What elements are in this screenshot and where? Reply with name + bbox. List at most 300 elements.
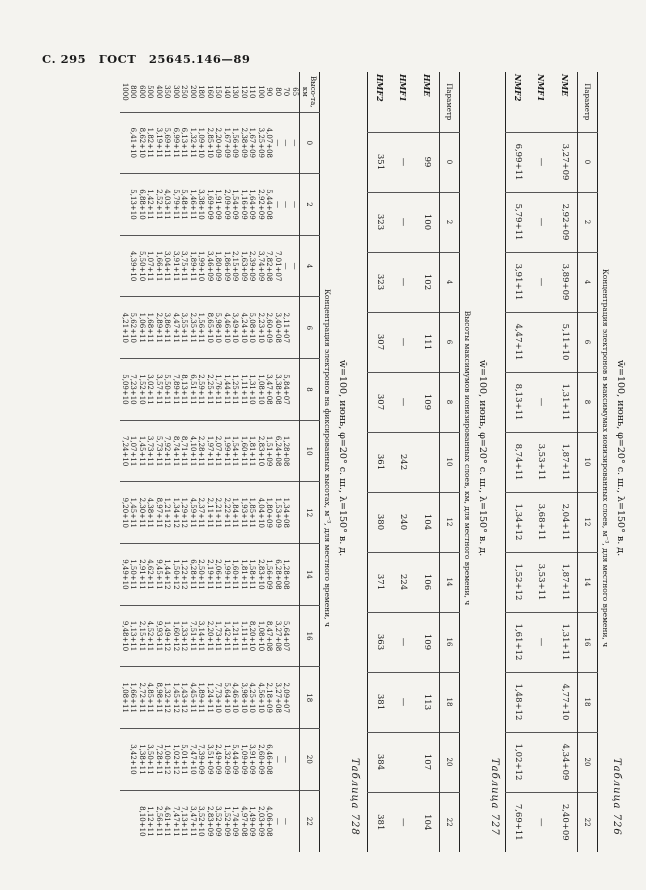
- value-cell: 5,50+10: [138, 235, 147, 297]
- value-cell: —: [274, 174, 283, 236]
- height-cell: 300: [172, 85, 180, 99]
- value-cell: 5,44+08: [265, 174, 274, 236]
- value-cell: 1,31+10: [248, 359, 257, 421]
- value-cell: 4,38+11: [146, 482, 155, 544]
- value-cell: 3,25+09: [257, 112, 266, 174]
- value-cell: 2,49+09: [214, 729, 223, 791]
- value-cell: 351: [368, 132, 392, 192]
- table-row: [146, 72, 155, 852]
- value-cell: 3,02+11: [146, 359, 155, 421]
- height-cell: 800: [129, 85, 138, 99]
- hour-header: 20: [300, 729, 320, 791]
- table-row: [282, 72, 291, 852]
- value-cell: 1,06+11: [138, 297, 147, 359]
- value-cell: 4,46+10: [223, 297, 232, 359]
- value-cell: 1,42+11: [223, 605, 232, 667]
- table-726-label: Таблица 726: [611, 758, 622, 836]
- value-cell: 1,73+11: [214, 605, 223, 667]
- value-cell: 8,10+10: [138, 790, 147, 852]
- value-cell: 380: [368, 492, 392, 552]
- value-cell: 1,34+12: [506, 492, 530, 552]
- value-cell: 1,44+12: [163, 544, 172, 606]
- value-cell: 1,64+09: [248, 174, 257, 236]
- value-cell: 1,52+12: [506, 552, 530, 612]
- value-cell: 4,24+10: [240, 297, 249, 359]
- value-cell: —: [291, 235, 300, 297]
- hour-header: 0: [300, 112, 320, 174]
- table-728-subtitle: Концентрация электронов на фиксированных высотах, м⁻³, для местного времени, ч: [323, 289, 332, 627]
- value-cell: 363: [368, 612, 392, 672]
- value-cell: 1,00+12: [163, 729, 172, 791]
- standard-label: ГОСТ: [98, 52, 137, 66]
- value-cell: 1,91+09: [214, 174, 223, 236]
- height-cell: 100: [257, 85, 265, 99]
- value-cell: 3,50+11: [146, 729, 155, 791]
- height-cell: 250: [180, 85, 189, 99]
- value-cell: 1,08+10: [257, 605, 266, 667]
- value-cell: 1,12+11: [146, 790, 155, 852]
- value-cell: 3,38+08: [274, 359, 283, 421]
- value-cell: 1,45+12: [172, 667, 181, 729]
- height-cell: 70: [282, 87, 291, 97]
- value-cell: 3,52+10: [197, 790, 206, 852]
- value-cell: 1,80+09: [265, 482, 274, 544]
- value-cell: 2,15+11: [138, 605, 147, 667]
- value-cell: 3,51+09: [206, 729, 215, 791]
- value-cell: 6,46+08: [265, 729, 274, 791]
- value-cell: 2,07+11: [214, 420, 223, 482]
- value-cell: 102: [416, 252, 440, 312]
- value-cell: 4,25+10: [248, 667, 257, 729]
- value-cell: 1,45+11: [138, 420, 147, 482]
- table-row: [197, 72, 206, 852]
- value-cell: 1,66+11: [155, 235, 164, 297]
- value-cell: 5,08+10: [248, 297, 257, 359]
- value-cell: 7,28+11: [155, 729, 164, 791]
- value-cell: 7,92+11: [163, 420, 172, 482]
- hour-header: 22: [578, 792, 598, 852]
- table-row: [291, 72, 300, 852]
- table-row: [163, 72, 172, 852]
- value-cell: 113: [416, 672, 440, 732]
- value-cell: 100: [416, 192, 440, 252]
- value-cell: 2,11+11: [206, 482, 215, 544]
- value-cell: 6,28+11: [189, 544, 198, 606]
- value-cell: 1,33+12: [180, 605, 189, 667]
- height-cell: 130: [231, 85, 240, 99]
- value-cell: 1,42+11: [146, 174, 155, 236]
- value-cell: 5,13+10: [129, 174, 138, 236]
- value-cell: 2,85+10: [206, 112, 215, 174]
- value-cell: —: [392, 792, 416, 852]
- value-cell: 104: [416, 492, 440, 552]
- value-cell: 4,56+10: [257, 667, 266, 729]
- value-cell: 1,48+12: [506, 672, 530, 732]
- value-cell: [121, 112, 130, 174]
- value-cell: —: [392, 132, 416, 192]
- value-cell: 1,49+09: [248, 790, 257, 852]
- height-cell: 120: [240, 85, 248, 99]
- value-cell: 7,73+10: [214, 667, 223, 729]
- value-cell: 8,74+11: [506, 432, 530, 492]
- value-cell: 1,99+10: [197, 235, 206, 297]
- value-cell: 3,91+11: [172, 235, 181, 297]
- value-cell: 1,89+11: [197, 667, 206, 729]
- value-cell: 1,93+11: [240, 482, 249, 544]
- value-cell: 1,87+11: [554, 432, 578, 492]
- value-cell: 1,29+12: [180, 482, 189, 544]
- value-cell: 3,04+11: [163, 235, 172, 297]
- table-727-label: Таблица 727: [489, 758, 500, 836]
- value-cell: 240: [392, 492, 416, 552]
- value-cell: 2,56+11: [155, 790, 164, 852]
- param-name: HME: [422, 74, 433, 97]
- value-cell: 1,69+09: [206, 174, 215, 236]
- hour-header: 6: [440, 312, 460, 372]
- value-cell: 2,09+09: [223, 174, 232, 236]
- value-cell: 2,35+11: [189, 297, 198, 359]
- value-cell: 9,49+10: [121, 544, 130, 606]
- value-cell: 1,58+11: [248, 544, 257, 606]
- hour-header: 14: [578, 552, 598, 612]
- value-cell: 1,81+11: [240, 544, 249, 606]
- table-row: [223, 72, 232, 852]
- value-cell: —: [392, 612, 416, 672]
- value-cell: —: [282, 790, 291, 852]
- value-cell: 2,28+11: [197, 420, 206, 482]
- value-cell: [530, 732, 554, 792]
- value-cell: 1,99+11: [223, 420, 232, 482]
- value-cell: 2,03+09: [257, 790, 266, 852]
- value-cell: 2,60+09: [257, 729, 266, 791]
- value-cell: 2,30+11: [138, 482, 147, 544]
- value-cell: 4,59+11: [189, 482, 198, 544]
- page-number: С. 295: [42, 52, 87, 66]
- value-cell: 7,69+11: [506, 792, 530, 852]
- value-cell: 1,32+09: [223, 729, 232, 791]
- hour-header: 14: [440, 552, 460, 612]
- value-cell: [530, 312, 554, 372]
- height-header: Высо-та, км: [300, 72, 320, 112]
- value-cell: —: [530, 252, 554, 312]
- table-row: [180, 72, 189, 852]
- table-row: [248, 72, 257, 852]
- value-cell: 5,50+11: [163, 359, 172, 421]
- value-cell: 224: [392, 552, 416, 612]
- value-cell: [129, 790, 138, 852]
- param-header: Параметр: [440, 72, 460, 132]
- value-cell: 3,40+08: [274, 297, 283, 359]
- value-cell: —: [530, 192, 554, 252]
- hour-header: 20: [578, 732, 598, 792]
- table-row: [138, 72, 147, 852]
- value-cell: —: [392, 252, 416, 312]
- value-cell: 3,46+09: [206, 235, 215, 297]
- hour-header: 14: [300, 544, 320, 606]
- value-cell: 7,39+09: [197, 729, 206, 791]
- value-cell: 2,06+11: [214, 544, 223, 606]
- height-cell: 65: [291, 87, 299, 97]
- value-cell: 5,73+11: [155, 420, 164, 482]
- value-cell: 1,56+11: [197, 297, 206, 359]
- value-cell: 5,44+09: [231, 729, 240, 791]
- value-cell: 5,98+10: [214, 297, 223, 359]
- value-cell: 2,21+11: [214, 482, 223, 544]
- value-cell: 3,98+10: [240, 667, 249, 729]
- value-cell: 5,48+11: [180, 174, 189, 236]
- value-cell: 4,10+11: [189, 420, 198, 482]
- value-cell: 6,51+11: [189, 359, 198, 421]
- value-cell: 3,38+10: [197, 174, 206, 236]
- value-cell: 3,49+10: [231, 297, 240, 359]
- value-cell: 5,09+10: [121, 359, 130, 421]
- value-cell: 1,45+11: [129, 482, 138, 544]
- height-cell: 180: [197, 85, 206, 99]
- value-cell: 7,47+10: [189, 729, 198, 791]
- value-cell: 1,99+11: [223, 544, 232, 606]
- value-cell: 4,06+08: [265, 790, 274, 852]
- value-cell: 2,52+11: [155, 174, 164, 236]
- hour-header: 8: [440, 372, 460, 432]
- value-cell: 3,27+08: [274, 605, 283, 667]
- hour-header: 6: [300, 297, 320, 359]
- table-row: [121, 72, 130, 852]
- value-cell: [121, 790, 130, 852]
- value-cell: 1,43+12: [180, 667, 189, 729]
- value-cell: 107: [416, 732, 440, 792]
- value-cell: 99: [416, 132, 440, 192]
- value-cell: 2,72+11: [138, 667, 147, 729]
- table-726: [505, 72, 598, 852]
- value-cell: 104: [416, 792, 440, 852]
- value-cell: 1,07+11: [129, 420, 138, 482]
- value-cell: 2,40+09: [554, 792, 578, 852]
- hour-header: 6: [578, 312, 598, 372]
- table-726-subtitle: Концентрация электронов в максимумах ионизированных слоев, м⁻³, для местного времени, ч: [601, 268, 610, 648]
- value-cell: 1,02+12: [506, 732, 530, 792]
- value-cell: 1,28+08: [282, 544, 291, 606]
- value-cell: 2,83+10: [257, 420, 266, 482]
- value-cell: [416, 432, 440, 492]
- value-cell: 1,68+11: [146, 297, 155, 359]
- value-cell: 3,53+11: [530, 432, 554, 492]
- value-cell: 1,86+09: [223, 235, 232, 297]
- value-cell: 111: [416, 312, 440, 372]
- value-cell: 1,28+08: [282, 420, 291, 482]
- value-cell: 9,20+10: [121, 482, 130, 544]
- value-cell: 1,13+11: [129, 605, 138, 667]
- table-727: [367, 72, 460, 852]
- value-cell: 6,99+11: [172, 112, 181, 174]
- table-row: [172, 72, 181, 852]
- value-cell: 1,32+12: [163, 667, 172, 729]
- height-cell: 90: [265, 87, 274, 97]
- param-name: NMF2: [512, 74, 523, 102]
- value-cell: 1,21+12: [163, 482, 172, 544]
- value-cell: 2,60+09: [265, 297, 274, 359]
- hour-header: 2: [440, 192, 460, 252]
- value-cell: 3,52+09: [214, 790, 223, 852]
- value-cell: 2,15+09: [231, 235, 240, 297]
- value-cell: 307: [368, 312, 392, 372]
- value-cell: 3,74+09: [257, 235, 266, 297]
- value-cell: 8,47+08: [265, 605, 274, 667]
- value-cell: 8,97+11: [155, 482, 164, 544]
- rotated-page-content: [28, 68, 628, 868]
- value-cell: 2,91+11: [138, 544, 147, 606]
- value-cell: [530, 672, 554, 732]
- param-name: NME: [560, 74, 571, 97]
- value-cell: 106: [416, 552, 440, 612]
- value-cell: 1,61+12: [506, 612, 530, 672]
- value-cell: 3,91+09: [248, 729, 257, 791]
- table-row: [155, 72, 164, 852]
- value-cell: 1,74+09: [231, 790, 240, 852]
- value-cell: 8,20+10: [248, 605, 257, 667]
- value-cell: 7,47+11: [172, 790, 181, 852]
- hour-header: 16: [578, 612, 598, 672]
- value-cell: 4,97+08: [240, 790, 249, 852]
- value-cell: 2,19+11: [206, 544, 215, 606]
- table-727-title: w̄=100, июнь, φ=20° с. ш., λ=150° в. д.: [477, 359, 488, 557]
- param-name: NMF1: [536, 74, 547, 102]
- value-cell: —: [274, 112, 283, 174]
- value-cell: 3,42+10: [129, 729, 138, 791]
- value-cell: 384: [368, 732, 392, 792]
- hour-header: 12: [578, 492, 598, 552]
- height-cell: 1000: [121, 82, 129, 101]
- value-cell: 6,41+10: [129, 112, 138, 174]
- value-cell: 3,55+11: [180, 297, 189, 359]
- value-cell: 4,39+10: [129, 235, 138, 297]
- value-cell: 1,60+11: [240, 420, 249, 482]
- value-cell: 9,48+10: [121, 605, 130, 667]
- value-cell: 361: [368, 432, 392, 492]
- table-row: [274, 72, 283, 852]
- hour-header: 4: [300, 235, 320, 297]
- value-cell: 1,24+11: [206, 667, 215, 729]
- value-cell: 2,09+07: [282, 667, 291, 729]
- table-727-subtitle: Высоты максимумов ионизированных слоев, км, для местного времени, ч: [463, 310, 472, 606]
- value-cell: 381: [368, 672, 392, 732]
- value-cell: 1,60+11: [231, 544, 240, 606]
- value-cell: 1,22+12: [180, 544, 189, 606]
- value-cell: 3,57+11: [155, 359, 164, 421]
- value-cell: —: [291, 174, 300, 236]
- value-cell: —: [282, 235, 291, 297]
- value-cell: —: [530, 132, 554, 192]
- value-cell: 2,20+11: [206, 605, 215, 667]
- value-cell: 2,23+10: [257, 297, 266, 359]
- value-cell: 1,44+11: [223, 359, 232, 421]
- value-cell: 1,38+11: [138, 729, 147, 791]
- value-cell: 381: [368, 792, 392, 852]
- value-cell: 1,82+11: [146, 112, 155, 174]
- value-cell: [291, 482, 300, 544]
- height-cell: 150: [214, 85, 223, 99]
- value-cell: 2,39+09: [248, 235, 257, 297]
- value-cell: 4,47+11: [506, 312, 530, 372]
- value-cell: 2,89+11: [155, 297, 164, 359]
- value-cell: —: [282, 112, 291, 174]
- value-cell: [291, 790, 300, 852]
- value-cell: 4,61+11: [163, 790, 172, 852]
- hour-header: 8: [578, 372, 598, 432]
- value-cell: 4,21+10: [121, 297, 130, 359]
- value-cell: 1,31+11: [554, 372, 578, 432]
- value-cell: 371: [368, 552, 392, 612]
- table-row: [129, 72, 138, 852]
- value-cell: —: [392, 312, 416, 372]
- value-cell: 1,60+12: [172, 605, 181, 667]
- hour-header: 0: [440, 132, 460, 192]
- value-cell: —: [274, 729, 283, 791]
- value-cell: 2,37+11: [197, 482, 206, 544]
- value-cell: [291, 359, 300, 421]
- hour-header: 16: [300, 605, 320, 667]
- hour-header: 16: [440, 612, 460, 672]
- table-row: [189, 72, 198, 852]
- value-cell: 3,47+11: [189, 790, 198, 852]
- hour-header: 2: [578, 192, 598, 252]
- value-cell: 2,04+11: [554, 492, 578, 552]
- value-cell: 5,84+07: [282, 359, 291, 421]
- value-cell: 4,62+11: [146, 544, 155, 606]
- value-cell: 8,13+11: [180, 359, 189, 421]
- hour-header: 2: [300, 174, 320, 236]
- value-cell: 2,38+09: [240, 112, 249, 174]
- value-cell: 4,07+08: [265, 112, 274, 174]
- value-cell: 2,83+09: [206, 790, 215, 852]
- value-cell: 1,56+09: [231, 112, 240, 174]
- value-cell: 1,81+11: [248, 420, 257, 482]
- value-cell: 1,56+09: [265, 544, 274, 606]
- value-cell: 4,45+11: [189, 667, 198, 729]
- value-cell: [291, 729, 300, 791]
- value-cell: [121, 174, 130, 236]
- value-cell: 5,79+11: [172, 174, 181, 236]
- value-cell: 4,47+11: [172, 297, 181, 359]
- value-cell: 1,11+11: [240, 605, 249, 667]
- value-cell: 242: [392, 432, 416, 492]
- hour-header: 4: [578, 252, 598, 312]
- value-cell: 3,14+11: [197, 605, 206, 667]
- value-cell: 6,88+10: [138, 174, 147, 236]
- value-cell: 1,52+10: [138, 359, 147, 421]
- value-cell: 6,99+11: [506, 132, 530, 192]
- value-cell: —: [530, 612, 554, 672]
- value-cell: 1,32+11: [189, 112, 198, 174]
- value-cell: 1,89+11: [189, 235, 198, 297]
- value-cell: 1,67+09: [223, 112, 232, 174]
- hour-header: 10: [440, 432, 460, 492]
- value-cell: 2,11+07: [282, 297, 291, 359]
- value-cell: 1,66+11: [129, 667, 138, 729]
- value-cell: 3,75+11: [180, 235, 189, 297]
- value-cell: 1,08+10: [257, 359, 266, 421]
- value-cell: —: [282, 729, 291, 791]
- hour-header: 22: [300, 790, 320, 852]
- height-cell: 160: [206, 85, 214, 99]
- value-cell: 8,98+11: [155, 667, 164, 729]
- value-cell: 1,87+11: [554, 552, 578, 612]
- value-cell: 7,89+11: [172, 359, 181, 421]
- value-cell: 8,65+10: [206, 297, 215, 359]
- table-row: [214, 72, 223, 852]
- hour-header: 18: [440, 672, 460, 732]
- hour-header: 10: [578, 432, 598, 492]
- standard-code: 25645.146—89: [148, 52, 251, 66]
